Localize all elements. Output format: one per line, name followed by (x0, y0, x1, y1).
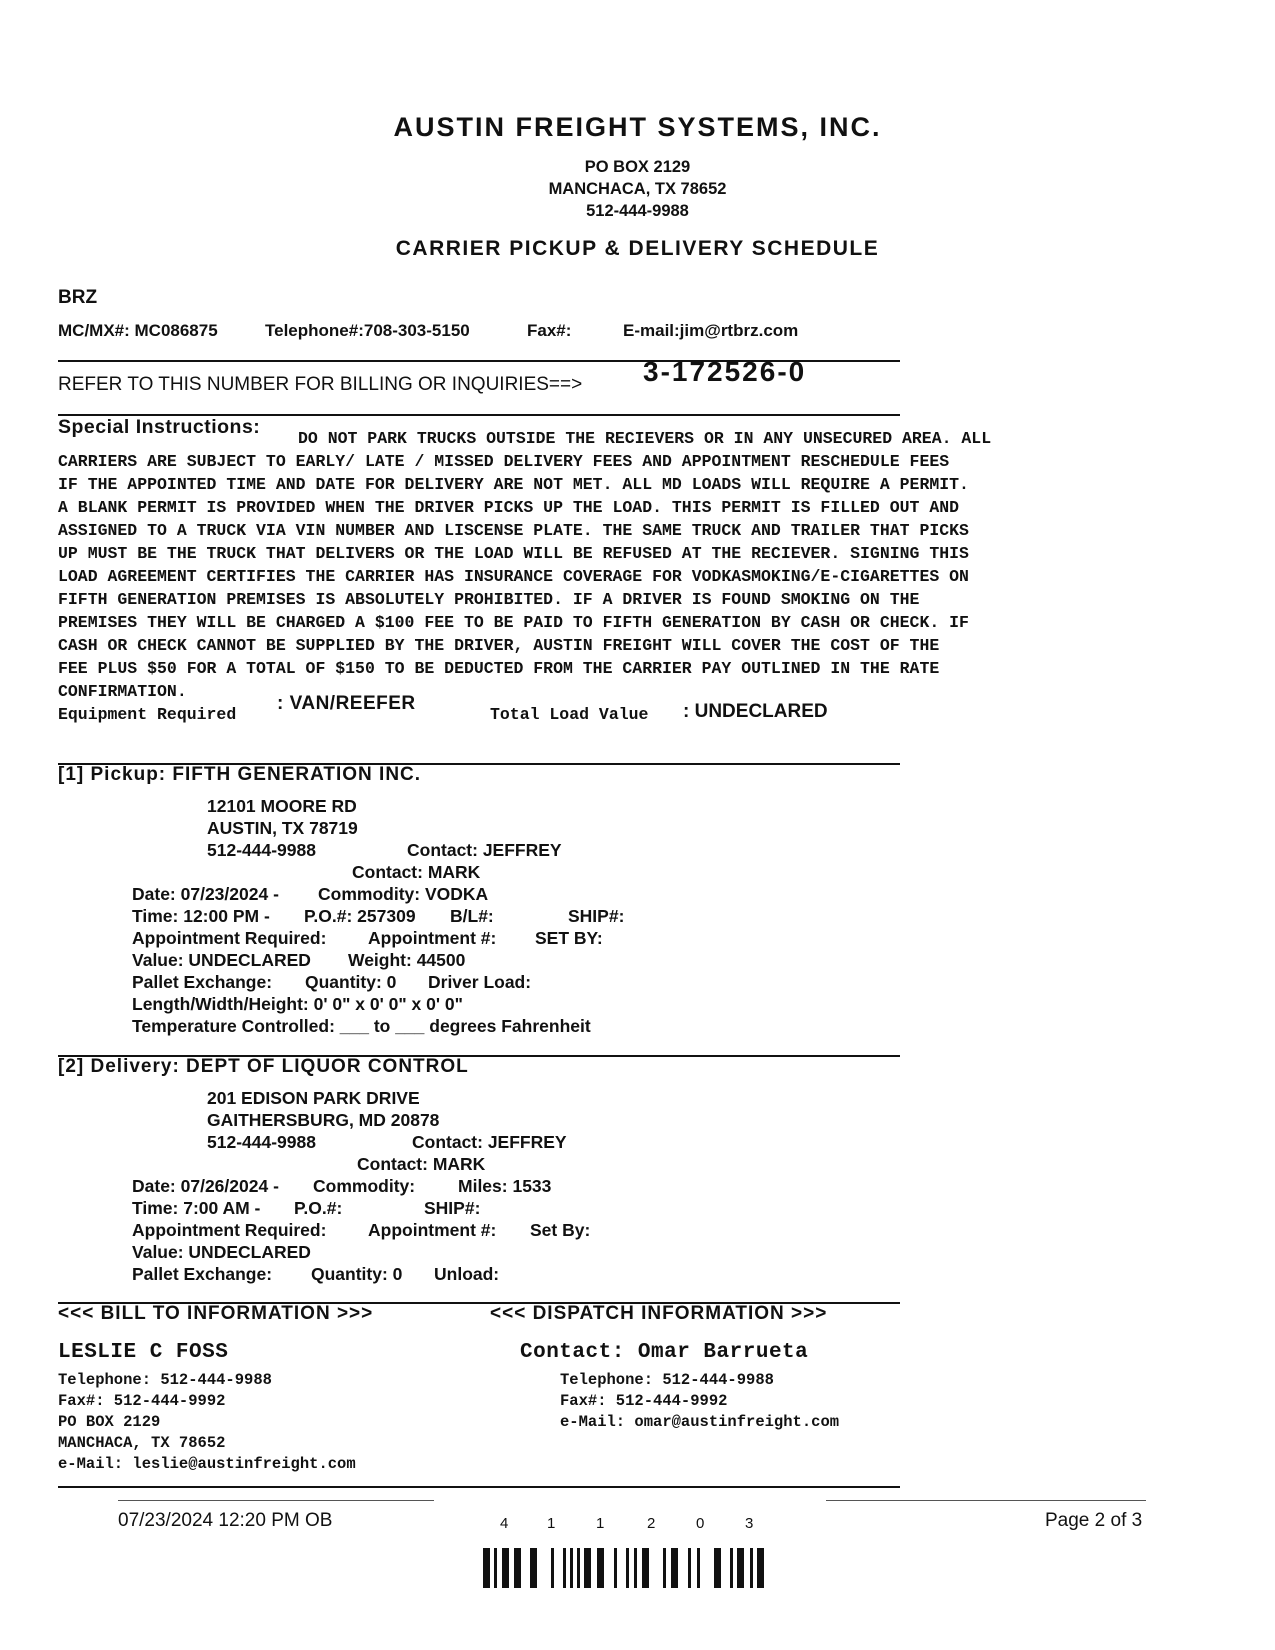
instruction-line: CONFIRMATION. (58, 682, 187, 701)
delivery-date: Date: 07/26/2024 - (132, 1176, 279, 1196)
pickup-commodity: Commodity: VODKA (318, 884, 489, 904)
special-instructions-text (58, 427, 1218, 703)
barcode-bar (577, 1548, 580, 1588)
delivery-quantity: Quantity: 0 (311, 1264, 403, 1284)
dispatch-heading: <<< DISPATCH INFORMATION >>> (490, 1303, 828, 1324)
pickup-dimensions: Length/Width/Height: 0' 0" x 0' 0" x 0' 0" (132, 994, 463, 1014)
delivery-phone: 512-444-9988 (207, 1132, 316, 1152)
bill-to-email: e-Mail: leslie@austinfreight.com (58, 1455, 356, 1473)
barcode-bar (737, 1548, 744, 1588)
instruction-line: CASH OR CHECK CANNOT BE SUPPLIED BY THE DRIVER, AUSTIN FREIGHT WILL COVER THE COST OF THE (58, 636, 940, 655)
barcode-digit: 1 (596, 1515, 605, 1532)
barcode-bar (502, 1548, 509, 1588)
pickup-ship-number: SHIP#: (568, 906, 625, 926)
barcode-digit: 2 (647, 1515, 656, 1532)
bill-to-name: LESLIE C FOSS (58, 1341, 229, 1364)
reference-label: REFER TO THIS NUMBER FOR BILLING OR INQUIRIES==> (58, 374, 583, 395)
document-title: CARRIER PICKUP & DELIVERY SCHEDULE (395, 237, 880, 260)
barcode-bar (563, 1548, 566, 1588)
carrier-name: BRZ (58, 287, 98, 308)
barcode-bar (688, 1548, 691, 1588)
delivery-time: Time: 7:00 AM - (132, 1198, 261, 1218)
pickup-pallet-exchange: Pallet Exchange: (132, 972, 273, 992)
barcode-bar (530, 1548, 537, 1588)
barcode-bar (730, 1548, 733, 1588)
pickup-value: Value: UNDECLARED (132, 950, 311, 970)
pickup-po-number: P.O.#: 257309 (304, 906, 416, 926)
pickup-appointment-required: Appointment Required: (132, 928, 327, 948)
delivery-set-by: Set By: (530, 1220, 591, 1240)
delivery-appointment-required: Appointment Required: (132, 1220, 327, 1240)
reference-number: 3-172526-0 (643, 356, 807, 387)
dispatch-contact: Contact: Omar Barrueta (520, 1341, 809, 1364)
pickup-quantity: Quantity: 0 (305, 972, 397, 992)
company-address-line2: MANCHACA, TX 78652 (548, 180, 727, 198)
instruction-line: PREMISES THEY WILL BE CHARGED A $100 FEE TO BE PAID TO FIFTH GENERATION BY CASH OR CHECK. IF (58, 613, 969, 632)
bill-to-address-line1: PO BOX 2129 (58, 1413, 161, 1431)
pickup-city: AUSTIN, TX 78719 (207, 818, 358, 838)
company-address-line1: PO BOX 2129 (584, 158, 691, 176)
delivery-heading: [2] Delivery: DEPT OF LIQUOR CONTROL (58, 1056, 469, 1077)
footer-divider-right (826, 1500, 1146, 1501)
instruction-line: FEE PLUS $50 FOR A TOTAL OF $150 TO BE DEDUCTED FROM THE CARRIER PAY OUTLINED IN THE RATE (58, 659, 940, 678)
delivery-commodity: Commodity: (313, 1176, 416, 1196)
footer-divider-left (118, 1500, 434, 1501)
total-load-value: : UNDECLARED (683, 701, 828, 722)
delivery-appointment-number: Appointment #: (368, 1220, 497, 1240)
pickup-contact-primary: Contact: JEFFREY (407, 840, 562, 860)
bill-to-heading: <<< BILL TO INFORMATION >>> (58, 1303, 374, 1324)
dispatch-fax: Fax#: 512-444-9992 (560, 1392, 728, 1410)
pickup-street: 12101 MOORE RD (207, 796, 357, 816)
pickup-driver-load: Driver Load: (428, 972, 532, 992)
equipment-required-value: : VAN/REEFER (277, 693, 416, 714)
total-load-value-label: Total Load Value (490, 705, 649, 724)
instruction-line: A BLANK PERMIT IS PROVIDED WHEN THE DRIVER PICKS UP THE LOAD. THIS PERMIT IS FILLED OUT AND (58, 498, 960, 517)
barcode-bar (750, 1548, 753, 1588)
bill-to-address-line2: MANCHACA, TX 78652 (58, 1434, 226, 1452)
delivery-street: 201 EDISON PARK DRIVE (207, 1088, 420, 1108)
pickup-appointment-number: Appointment #: (368, 928, 497, 948)
barcode-digit: 3 (745, 1515, 754, 1532)
carrier-mc-number: MC/MX#: MC086875 (58, 321, 218, 340)
delivery-miles: Miles: 1533 (458, 1176, 552, 1196)
delivery-ship-number: SHIP#: (424, 1198, 481, 1218)
barcode-bar (570, 1548, 573, 1588)
barcode-bar (697, 1548, 700, 1588)
pickup-temperature: Temperature Controlled: ___ to ___ degrees Fahrenheit (132, 1016, 591, 1036)
barcode-digit: 0 (696, 1515, 705, 1532)
pickup-weight: Weight: 44500 (348, 950, 466, 970)
barcode-bar (634, 1548, 637, 1588)
barcode-bar (663, 1548, 666, 1588)
pickup-contact-secondary: Contact: MARK (352, 862, 481, 882)
instruction-line: UP MUST BE THE TRUCK THAT DELIVERS OR THE LOAD WILL BE REFUSED AT THE RECIEVER. SIGNING THIS (58, 544, 969, 563)
dispatch-telephone: Telephone: 512-444-9988 (560, 1371, 774, 1389)
barcode-bar (514, 1548, 521, 1588)
delivery-pallet-exchange: Pallet Exchange: (132, 1264, 273, 1284)
special-instructions-label: Special Instructions: (58, 416, 261, 438)
delivery-unload: Unload: (434, 1264, 500, 1284)
barcode-digit: 4 (500, 1515, 509, 1532)
pickup-phone: 512-444-9988 (207, 840, 316, 860)
pickup-date: Date: 07/23/2024 - (132, 884, 279, 904)
instruction-line: LOAD AGREEMENT CERTIFIES THE CARRIER HAS INSURANCE COVERAGE FOR VODKASMOKING/E-CIGARETTES ON (58, 567, 969, 586)
instruction-line: ASSIGNED TO A TRUCK VIA VIN NUMBER AND LISCENSE PLATE. THE SAME TRUCK AND TRAILER THAT PICKS (58, 521, 969, 540)
barcode-bar (671, 1548, 678, 1588)
instruction-line: CARRIERS ARE SUBJECT TO EARLY/ LATE / MISSED DELIVERY FEES AND APPOINTMENT RESCHEDULE FEES (58, 452, 950, 471)
barcode-digit: 1 (547, 1515, 556, 1532)
delivery-city: GAITHERSBURG, MD 20878 (207, 1110, 440, 1130)
pickup-set-by: SET BY: (535, 928, 603, 948)
barcode-bar (642, 1548, 649, 1588)
instruction-line: FIFTH GENERATION PREMISES IS ABSOLUTELY PROHIBITED. IF A DRIVER IS FOUND SMOKING ON THE (58, 590, 920, 609)
bill-to-telephone: Telephone: 512-444-9988 (58, 1371, 272, 1389)
instruction-line: IF THE APPOINTED TIME AND DATE FOR DELIVERY ARE NOT MET. ALL MD LOADS WILL REQUIRE A PERMIT. (58, 475, 969, 494)
barcode-bar (551, 1548, 554, 1588)
company-phone: 512-444-9988 (586, 202, 689, 220)
instruction-line: DO NOT PARK TRUCKS OUTSIDE THE RECIEVERS OR IN ANY UNSECURED AREA. ALL (298, 429, 992, 448)
pickup-time: Time: 12:00 PM - (132, 906, 270, 926)
barcode-bar (494, 1548, 497, 1588)
barcode-bar (757, 1548, 764, 1588)
dispatch-email: e-Mail: omar@austinfreight.com (560, 1413, 840, 1431)
carrier-fax: Fax#: (527, 321, 572, 340)
footer-timestamp: 07/23/2024 12:20 PM OB (118, 1510, 333, 1531)
company-name: AUSTIN FREIGHT SYSTEMS, INC. (393, 112, 882, 142)
delivery-contact-secondary: Contact: MARK (357, 1154, 486, 1174)
page-number: Page 2 of 3 (1045, 1510, 1143, 1531)
pickup-bl-number: B/L#: (450, 906, 494, 926)
delivery-po-number: P.O.#: (294, 1198, 343, 1218)
barcode-bar (483, 1548, 490, 1588)
carrier-telephone: Telephone#:708-303-5150 (265, 321, 470, 340)
barcode-bar (626, 1548, 629, 1588)
barcode-bar (614, 1548, 617, 1588)
bill-to-fax: Fax#: 512-444-9992 (58, 1392, 226, 1410)
carrier-email: E-mail:jim@rtbrz.com (623, 321, 799, 340)
barcode-bar (584, 1548, 591, 1588)
pickup-heading: [1] Pickup: FIFTH GENERATION INC. (58, 764, 422, 785)
delivery-value: Value: UNDECLARED (132, 1242, 311, 1262)
divider (58, 1486, 900, 1488)
delivery-contact-primary: Contact: JEFFREY (412, 1132, 567, 1152)
barcode-bar (597, 1548, 604, 1588)
barcode-bar (714, 1548, 721, 1588)
equipment-required-label: Equipment Required (58, 705, 237, 724)
